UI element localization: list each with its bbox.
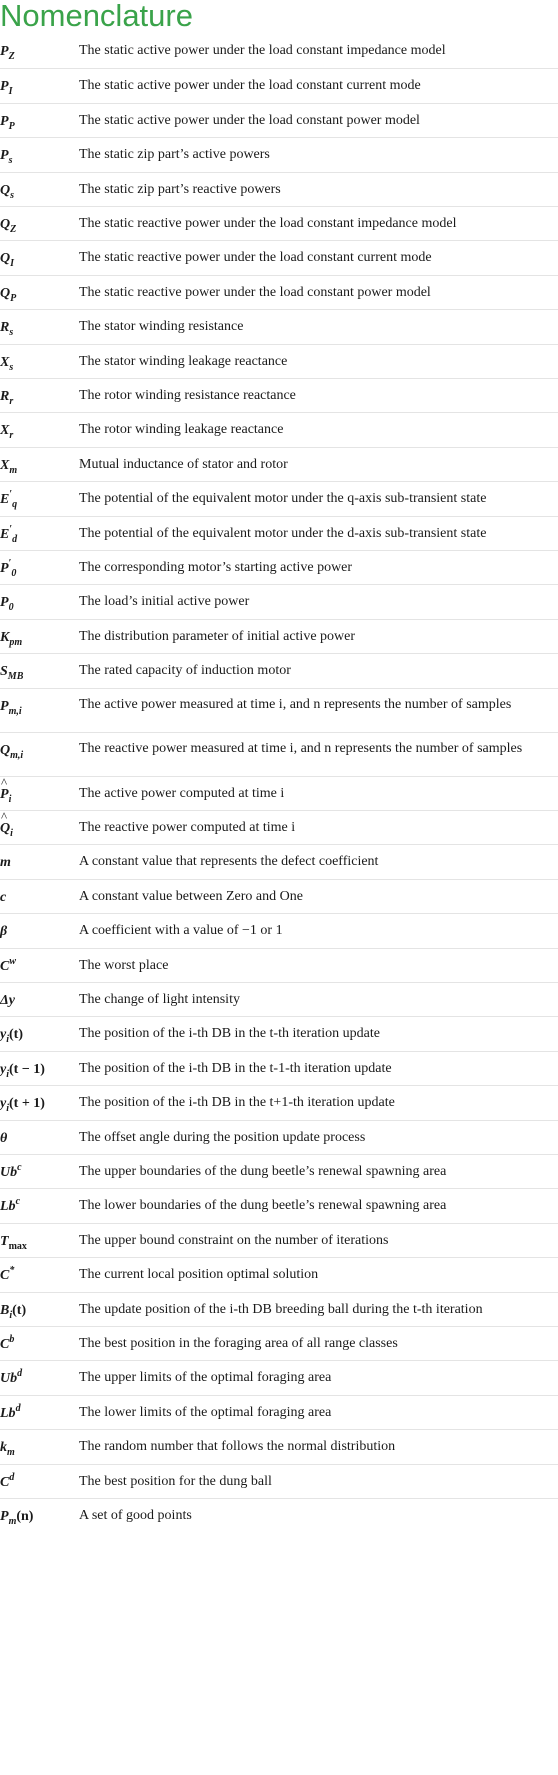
nomenclature-symbol: $X_m$: [0, 457, 18, 476]
nomenclature-row: [0, 1292, 558, 1327]
nomenclature-row: [0, 447, 558, 482]
nomenclature-description: A constant value that represents the defect coefficient: [79, 854, 379, 870]
nomenclature-row: [0, 68, 558, 103]
nomenclature-description: The rotor winding resistance reactance: [79, 388, 296, 403]
nomenclature-row: [0, 137, 558, 172]
nomenclature-description: The change of light intensity: [79, 992, 240, 1007]
nomenclature-symbol: Lb$^d$: [0, 1402, 21, 1421]
nomenclature-description: The active power computed at time i: [79, 785, 285, 801]
nomenclature-row: [0, 948, 558, 983]
nomenclature-row: [0, 584, 558, 619]
nomenclature-symbol: β: [0, 924, 8, 940]
nomenclature-symbol: $E'_d$: [0, 523, 18, 545]
nomenclature-symbol: $X_s$: [0, 354, 14, 373]
nomenclature-row: [0, 1051, 558, 1086]
nomenclature-symbol: $X_r$: [0, 423, 14, 442]
nomenclature-symbol: $T_{max}$: [0, 1233, 27, 1252]
nomenclature-symbol: $k_m$: [0, 1440, 15, 1459]
nomenclature-description: The best position for the dung ball: [79, 1473, 272, 1489]
nomenclature-symbol: $K_{pm}$: [0, 629, 23, 648]
nomenclature-row: [0, 550, 558, 585]
nomenclature-description: The static active power under the load constant impedance model: [79, 43, 446, 58]
nomenclature-row: [0, 844, 558, 879]
nomenclature-description: The static active power under the load constant power model: [79, 112, 420, 128]
nomenclature-row: [0, 516, 558, 551]
nomenclature-row: [0, 1085, 558, 1120]
nomenclature-row: [0, 732, 558, 777]
nomenclature-row: [0, 309, 558, 344]
nomenclature-symbol: $P'_0$: [0, 558, 17, 579]
nomenclature-row: [0, 1154, 558, 1189]
nomenclature-description: The static reactive power under the load constant impedance model: [79, 216, 457, 231]
nomenclature-symbol: Lb$^c$: [0, 1196, 21, 1215]
nomenclature-description: The distribution parameter of initial active power: [79, 628, 356, 644]
nomenclature-description: The rated capacity of induction motor: [79, 663, 291, 679]
nomenclature-row: [0, 412, 558, 447]
nomenclature-row: [0, 619, 558, 654]
nomenclature-description: The active power measured at time i, and n represents the number of samples: [79, 696, 512, 712]
nomenclature-symbol: ^ $P_i$: [0, 787, 72, 803]
nomenclature-symbol: $P_I$: [0, 79, 13, 98]
nomenclature-row: [0, 1395, 558, 1430]
nomenclature-symbol: $P_P$: [0, 113, 15, 132]
nomenclature-description: The lower boundaries of the dung beetle’s renewal spawning area: [79, 1198, 447, 1214]
nomenclature-description: The best position in the foraging area of all range classes: [79, 1336, 398, 1351]
nomenclature-symbol: $R_s$: [0, 320, 14, 339]
nomenclature-description: The corresponding motor’s starting active power: [79, 560, 353, 575]
nomenclature-row: [0, 776, 558, 811]
nomenclature-symbol: $C^b$: [0, 1334, 15, 1352]
nomenclature-description: The stator winding leakage reactance: [79, 353, 288, 369]
nomenclature-row: [0, 982, 558, 1017]
nomenclature-description: The load’s initial active power: [79, 594, 250, 610]
nomenclature-description: The update position of the i-th DB breeding ball during the t-th iteration: [79, 1301, 483, 1317]
nomenclature-row: [0, 172, 558, 207]
nomenclature-row: [0, 1326, 558, 1361]
nomenclature-description: The current local position optimal solution: [79, 1267, 319, 1283]
nomenclature-row: [0, 688, 558, 733]
nomenclature-symbol: $P_m(n)$: [0, 1509, 34, 1527]
nomenclature-row: [0, 1188, 558, 1223]
nomenclature-row: [0, 913, 558, 948]
nomenclature-description: Mutual inductance of stator and rotor: [79, 456, 288, 472]
nomenclature-row: [0, 378, 558, 413]
nomenclature-symbol: $C^d$: [0, 1471, 15, 1490]
nomenclature-symbol: m: [0, 855, 11, 871]
nomenclature-description: The reactive power computed at time i: [79, 820, 296, 835]
nomenclature-row: [0, 653, 558, 688]
nomenclature-row: [0, 1498, 558, 1533]
nomenclature-description: The lower limits of the optimal foraging area: [79, 1404, 332, 1420]
nomenclature-symbol: $C^w$: [0, 955, 17, 974]
nomenclature-symbol: $Q_{m,i}$: [0, 742, 24, 761]
nomenclature-symbol: $y_i(t + 1)$: [0, 1096, 45, 1115]
nomenclature-description: The offset angle during the position update process: [79, 1129, 366, 1145]
nomenclature-symbol: $Q_I$: [0, 251, 15, 270]
nomenclature-description: The worst place: [79, 957, 169, 973]
nomenclature-symbol: $B_i(t)$: [0, 1302, 27, 1321]
nomenclature-row: [0, 879, 558, 914]
nomenclature-description: The static active power under the load constant current mode: [79, 78, 421, 94]
nomenclature-symbol: $E'_q$: [0, 489, 18, 511]
nomenclature-description: A set of good points: [79, 1508, 192, 1523]
nomenclature-description: The rotor winding leakage reactance: [79, 422, 284, 438]
nomenclature-symbol: $Q_s$: [0, 182, 15, 201]
nomenclature-symbol: $P_0$: [0, 595, 14, 614]
nomenclature-description: A constant value between Zero and One: [79, 888, 303, 904]
nomenclature-row: [0, 103, 558, 138]
nomenclature-description: The stator winding resistance: [79, 319, 244, 335]
nomenclature-description: The potential of the equivalent motor under the d-axis sub-transient state: [79, 525, 487, 541]
nomenclature-row: [0, 810, 558, 845]
nomenclature-symbol: ^ $Q_i$: [0, 821, 72, 837]
nomenclature-symbol: $S_{MB}$: [0, 664, 24, 683]
nomenclature-row: [0, 1120, 558, 1155]
nomenclature-symbol: Δy: [0, 993, 15, 1008]
nomenclature-description: The upper boundaries of the dung beetle’s renewal spawning area: [79, 1164, 447, 1179]
nomenclature-description: The upper limits of the optimal foraging area: [79, 1370, 332, 1386]
nomenclature-description: The potential of the equivalent motor under the q-axis sub-transient state: [79, 491, 487, 507]
nomenclature-description: The static reactive power under the load constant current mode: [79, 250, 432, 266]
nomenclature-row: [0, 1464, 558, 1499]
nomenclature-row: [0, 1016, 558, 1051]
page-title: Nomenclature: [0, 0, 193, 33]
nomenclature-description: The position of the i-th DB in the t-1-th iteration update: [79, 1060, 392, 1076]
nomenclature-row: [0, 206, 558, 241]
nomenclature-row: [0, 1429, 558, 1464]
nomenclature-symbol: $P_s$: [0, 148, 13, 167]
nomenclature-row: [0, 1223, 558, 1258]
nomenclature-description: The position of the i-th DB in the t-th iteration update: [79, 1026, 380, 1042]
nomenclature-description: The upper bound constraint on the number of iterations: [79, 1232, 389, 1248]
nomenclature-symbol: Ub$^c$: [0, 1162, 22, 1180]
nomenclature-row: [0, 240, 558, 275]
nomenclature-symbol: $P_{m,i}$: [0, 698, 22, 717]
nomenclature-symbol: c: [0, 889, 7, 905]
nomenclature-row: [0, 344, 558, 379]
nomenclature-description: The reactive power measured at time i, and n represents the number of samples: [79, 740, 523, 756]
nomenclature-description: The static zip part’s reactive powers: [79, 181, 281, 197]
nomenclature-symbol: $Q_Z$: [0, 217, 17, 235]
nomenclature-symbol: $y_i(t)$: [0, 1027, 23, 1046]
nomenclature-description: The static reactive power under the load constant power model: [79, 284, 431, 300]
nomenclature-row: [0, 481, 558, 516]
nomenclature-symbol: Ub$^d$: [0, 1368, 23, 1387]
nomenclature-row: [0, 275, 558, 310]
nomenclature-symbol: $y_i(t - 1)$: [0, 1061, 45, 1080]
nomenclature-description: A coefficient with a value of −1 or 1: [79, 923, 283, 939]
nomenclature-row: [0, 34, 558, 68]
nomenclature-description: The position of the i-th DB in the t+1-th iteration update: [79, 1095, 395, 1111]
nomenclature-symbol: θ: [0, 1130, 8, 1146]
nomenclature-description: The static zip part’s active powers: [79, 147, 270, 163]
nomenclature-symbol: C*: [0, 1265, 15, 1284]
nomenclature-symbol: $R_r$: [0, 389, 14, 407]
nomenclature-row: [0, 1360, 558, 1395]
nomenclature-symbol: $Q_P$: [0, 285, 17, 304]
nomenclature-symbol: $P_Z$: [0, 44, 15, 62]
nomenclature-row: [0, 1257, 558, 1292]
nomenclature-description: The random number that follows the normal distribution: [79, 1439, 396, 1455]
